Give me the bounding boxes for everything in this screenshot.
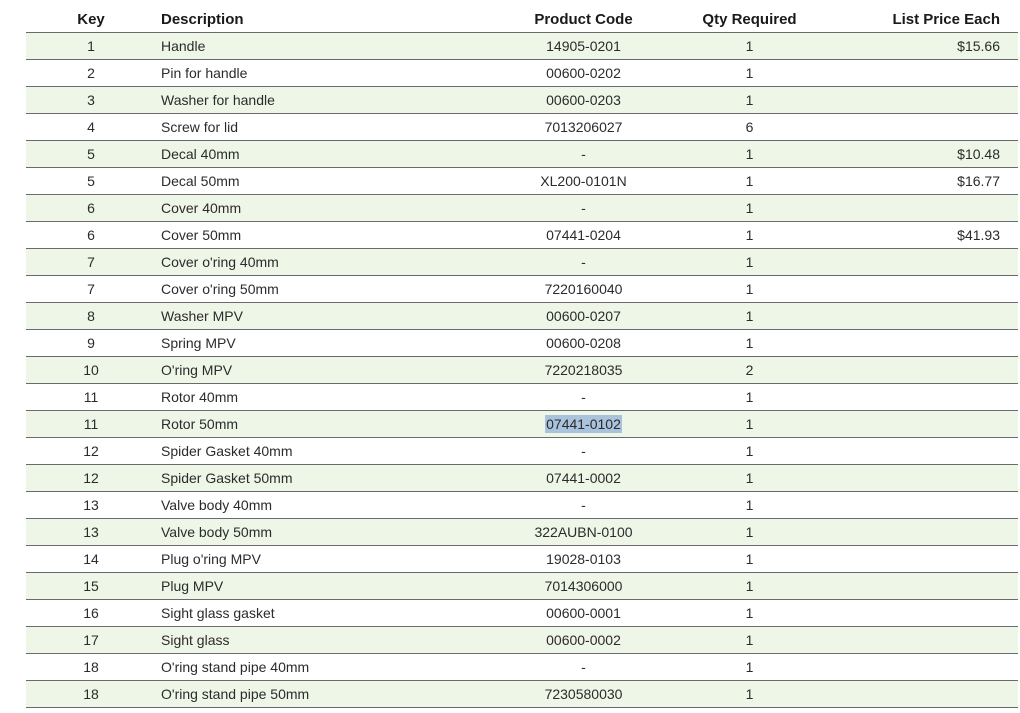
header-list-price[interactable]: List Price Each	[823, 6, 1018, 33]
cell-price	[823, 303, 1018, 330]
table-row[interactable]	[26, 249, 1018, 276]
cell-qty: 6	[676, 114, 823, 141]
cell-price	[823, 492, 1018, 519]
table-row[interactable]	[26, 303, 1018, 330]
table-row[interactable]	[26, 330, 1018, 357]
cell-qty: 1	[676, 303, 823, 330]
cell-qty: 1	[676, 168, 823, 195]
cell-product-code: 00600-0207	[491, 303, 676, 330]
cell-description: Valve body 40mm	[156, 492, 491, 519]
cell-key: 5	[26, 141, 156, 168]
cell-key: 7	[26, 249, 156, 276]
cell-description: Rotor 50mm	[156, 411, 491, 438]
cell-product-code: 7230580030	[491, 681, 676, 708]
cell-key: 2	[26, 60, 156, 87]
table-row[interactable]	[26, 627, 1018, 654]
cell-key: 11	[26, 411, 156, 438]
table-row[interactable]	[26, 654, 1018, 681]
cell-key: 12	[26, 438, 156, 465]
cell-product-code: 00600-0208	[491, 330, 676, 357]
table-row[interactable]	[26, 384, 1018, 411]
table-row[interactable]	[26, 168, 1018, 195]
cell-description: O'ring stand pipe 40mm	[156, 654, 491, 681]
cell-key: 10	[26, 357, 156, 384]
cell-price	[823, 60, 1018, 87]
cell-product-code: 00600-0002	[491, 627, 676, 654]
cell-price	[823, 276, 1018, 303]
cell-description: Spider Gasket 40mm	[156, 438, 491, 465]
cell-description: O'ring stand pipe 50mm	[156, 681, 491, 708]
cell-product-code: 19028-0103	[491, 546, 676, 573]
header-description[interactable]: Description	[156, 6, 491, 33]
cell-price: $10.48	[823, 141, 1018, 168]
cell-key: 13	[26, 519, 156, 546]
cell-qty: 1	[676, 87, 823, 114]
cell-price	[823, 114, 1018, 141]
cell-price	[823, 465, 1018, 492]
cell-product-code: 322AUBN-0100	[491, 519, 676, 546]
cell-key: 8	[26, 303, 156, 330]
cell-key: 16	[26, 600, 156, 627]
cell-price	[823, 600, 1018, 627]
table-row[interactable]	[26, 465, 1018, 492]
cell-price	[823, 87, 1018, 114]
cell-key: 17	[26, 627, 156, 654]
cell-product-code: 00600-0203	[491, 87, 676, 114]
cell-price	[823, 411, 1018, 438]
cell-qty: 1	[676, 384, 823, 411]
cell-qty: 1	[676, 249, 823, 276]
cell-product-code: 07441-0204	[491, 222, 676, 249]
table-row[interactable]	[26, 60, 1018, 87]
table-body	[26, 33, 1018, 708]
cell-product-code: 00600-0001	[491, 600, 676, 627]
cell-qty: 1	[676, 600, 823, 627]
cell-price	[823, 438, 1018, 465]
cell-qty: 2	[676, 357, 823, 384]
cell-price	[823, 195, 1018, 222]
cell-key: 6	[26, 222, 156, 249]
cell-description: Valve body 50mm	[156, 519, 491, 546]
cell-product-code: 14905-0201	[491, 33, 676, 60]
parts-table	[26, 6, 1018, 708]
cell-product-code: 07441-0002	[491, 465, 676, 492]
cell-price	[823, 330, 1018, 357]
cell-description: Spider Gasket 50mm	[156, 465, 491, 492]
cell-qty: 1	[676, 60, 823, 87]
cell-key: 15	[26, 573, 156, 600]
cell-qty: 1	[676, 573, 823, 600]
cell-key: 6	[26, 195, 156, 222]
header-qty-required[interactable]: Qty Required	[676, 6, 823, 33]
cell-key: 9	[26, 330, 156, 357]
cell-description: Rotor 40mm	[156, 384, 491, 411]
cell-qty: 1	[676, 276, 823, 303]
cell-qty: 1	[676, 411, 823, 438]
cell-key: 7	[26, 276, 156, 303]
cell-description: Pin for handle	[156, 60, 491, 87]
cell-description: Handle	[156, 33, 491, 60]
table-row[interactable]	[26, 114, 1018, 141]
cell-key: 1	[26, 33, 156, 60]
cell-description: Sight glass gasket	[156, 600, 491, 627]
cell-price	[823, 249, 1018, 276]
cell-product-code: -	[491, 249, 676, 276]
cell-qty: 1	[676, 627, 823, 654]
cell-qty: 1	[676, 654, 823, 681]
table-header	[26, 6, 1018, 33]
cell-description: Cover 40mm	[156, 195, 491, 222]
cell-price	[823, 627, 1018, 654]
cell-description: Cover 50mm	[156, 222, 491, 249]
table-row[interactable]	[26, 276, 1018, 303]
cell-price: $16.77	[823, 168, 1018, 195]
cell-price	[823, 519, 1018, 546]
cell-product-code: -	[491, 195, 676, 222]
table-row[interactable]	[26, 411, 1018, 438]
cell-key: 18	[26, 654, 156, 681]
cell-qty: 1	[676, 438, 823, 465]
header-row	[26, 6, 1018, 33]
cell-price	[823, 384, 1018, 411]
cell-description: Washer for handle	[156, 87, 491, 114]
header-key[interactable]: Key	[26, 6, 156, 33]
cell-description: Decal 40mm	[156, 141, 491, 168]
cell-product-code: -	[491, 384, 676, 411]
cell-description: Decal 50mm	[156, 168, 491, 195]
cell-description: Cover o'ring 40mm	[156, 249, 491, 276]
table-row[interactable]	[26, 600, 1018, 627]
cell-price	[823, 654, 1018, 681]
cell-qty: 1	[676, 141, 823, 168]
cell-qty: 1	[676, 681, 823, 708]
cell-qty: 1	[676, 195, 823, 222]
cell-key: 12	[26, 465, 156, 492]
cell-product-code: -	[491, 438, 676, 465]
cell-product-code: 7220218035	[491, 357, 676, 384]
table-row[interactable]	[26, 357, 1018, 384]
cell-product-code: -	[491, 141, 676, 168]
cell-qty: 1	[676, 222, 823, 249]
cell-description: Washer MPV	[156, 303, 491, 330]
cell-price: $15.66	[823, 33, 1018, 60]
cell-qty: 1	[676, 33, 823, 60]
table-row[interactable]	[26, 222, 1018, 249]
cell-qty: 1	[676, 465, 823, 492]
cell-description: Plug MPV	[156, 573, 491, 600]
cell-price: $41.93	[823, 222, 1018, 249]
table-row[interactable]	[26, 33, 1018, 60]
cell-description: Cover o'ring 50mm	[156, 276, 491, 303]
table-row[interactable]	[26, 546, 1018, 573]
cell-key: 14	[26, 546, 156, 573]
cell-description: Screw for lid	[156, 114, 491, 141]
table-row[interactable]	[26, 681, 1018, 708]
cell-description: Spring MPV	[156, 330, 491, 357]
cell-key: 18	[26, 681, 156, 708]
cell-price	[823, 573, 1018, 600]
cell-qty: 1	[676, 330, 823, 357]
header-product-code[interactable]: Product Code	[491, 6, 676, 33]
cell-key: 4	[26, 114, 156, 141]
table-row[interactable]	[26, 141, 1018, 168]
cell-key: 13	[26, 492, 156, 519]
cell-product-code: 00600-0202	[491, 60, 676, 87]
table-row[interactable]	[26, 87, 1018, 114]
cell-description: Sight glass	[156, 627, 491, 654]
table-row[interactable]	[26, 519, 1018, 546]
cell-product-code: -	[491, 492, 676, 519]
cell-product-code: 7014306000	[491, 573, 676, 600]
cell-key: 5	[26, 168, 156, 195]
cell-description: O'ring MPV	[156, 357, 491, 384]
table-row[interactable]	[26, 195, 1018, 222]
cell-price	[823, 357, 1018, 384]
cell-product-code: XL200-0101N	[491, 168, 676, 195]
cell-qty: 1	[676, 546, 823, 573]
selected-text[interactable]: 07441-0102	[546, 416, 621, 432]
table-row[interactable]	[26, 438, 1018, 465]
cell-qty: 1	[676, 492, 823, 519]
cell-key: 3	[26, 87, 156, 114]
cell-price	[823, 546, 1018, 573]
cell-product-code: -	[491, 654, 676, 681]
cell-description: Plug o'ring MPV	[156, 546, 491, 573]
table-row[interactable]	[26, 573, 1018, 600]
table-row[interactable]	[26, 492, 1018, 519]
cell-product-code	[491, 411, 676, 438]
cell-product-code: 7013206027	[491, 114, 676, 141]
cell-price	[823, 681, 1018, 708]
cell-key: 11	[26, 384, 156, 411]
cell-qty: 1	[676, 519, 823, 546]
cell-product-code: 7220160040	[491, 276, 676, 303]
